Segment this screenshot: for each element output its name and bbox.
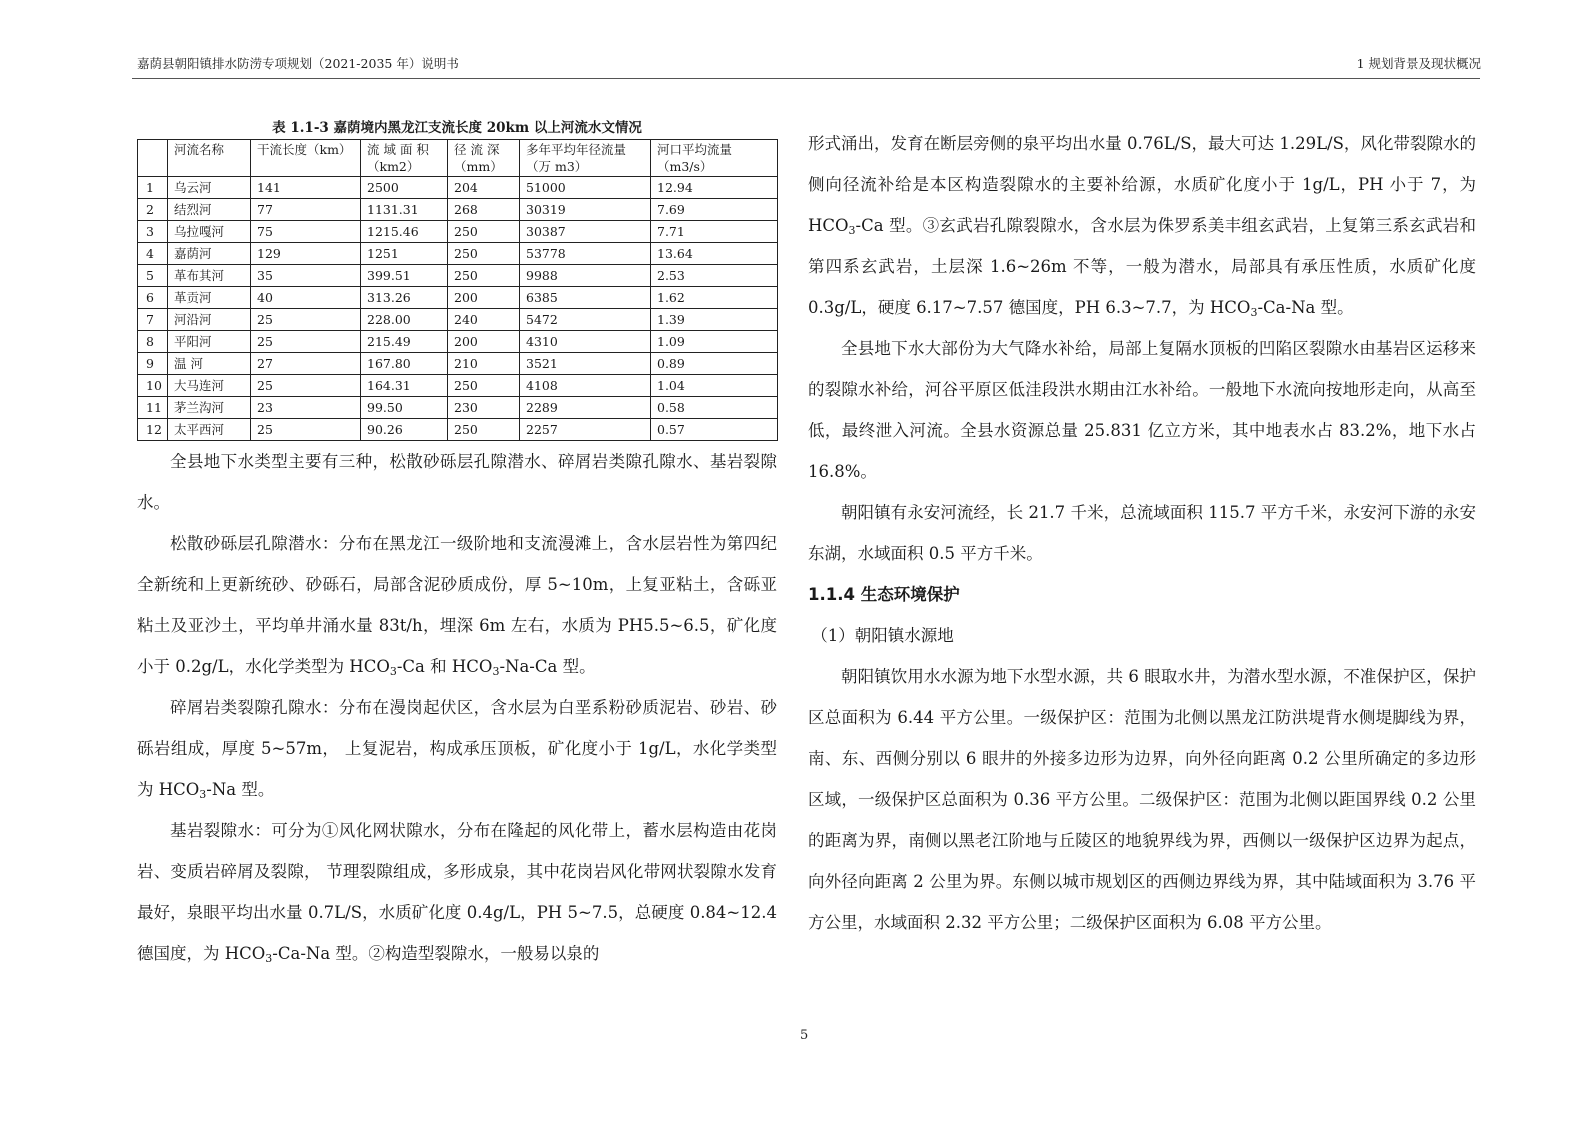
table-cell: 200 bbox=[448, 287, 520, 309]
table-cell: 27 bbox=[251, 353, 361, 375]
table-header-cell bbox=[520, 140, 651, 177]
table-cell: 204 bbox=[448, 177, 520, 199]
header-chapter-title: 1 规划背景及现状概况 bbox=[1356, 56, 1481, 71]
table-cell: 250 bbox=[448, 243, 520, 265]
table-row bbox=[138, 353, 778, 375]
table-cell: 4310 bbox=[520, 331, 651, 353]
table-cell: 12 bbox=[138, 419, 168, 441]
table-cell: 0.57 bbox=[651, 419, 778, 441]
table-cell: 399.51 bbox=[361, 265, 448, 287]
table-cell: 77 bbox=[251, 199, 361, 221]
table-cell: 8 bbox=[138, 331, 168, 353]
table-cell: 2.53 bbox=[651, 265, 778, 287]
table-cell: 129 bbox=[251, 243, 361, 265]
table-header-unit: （万 m3） bbox=[526, 159, 588, 174]
table-row bbox=[138, 419, 778, 441]
table-cell: 240 bbox=[448, 309, 520, 331]
paragraph-loose-gravel-aquifer: 松散砂砾层孔隙潜水：分布在黑龙江一级阶地和支流漫滩上，含水层岩性为第四纪全新统和上更新统砂、砂砾石，局部含泥砂质成份，厚 5~10m，上复亚粘土，含砾亚粘土及亚沙土，平均单井涌水量 83t/h，埋深 6m 左右，水质为 PH5.5~6.5，矿化度小于 0.2g/L，水化学类型为 $HCO_3-Ca$ 和 $HCO_3-Na-Ca$ 型。 bbox=[137, 534, 777, 678]
table-header-unit bbox=[257, 158, 354, 175]
table-cell: 3521 bbox=[520, 353, 651, 375]
table-cell: 25 bbox=[251, 309, 361, 331]
table-cell: 167.80 bbox=[361, 353, 448, 375]
right-column bbox=[808, 123, 1476, 943]
table-cell: 215.49 bbox=[361, 331, 448, 353]
table-row bbox=[138, 375, 778, 397]
table-cell: 太平西河 bbox=[168, 419, 251, 441]
table-row bbox=[138, 397, 778, 419]
header-document-title: 嘉荫县朝阳镇排水防涝专项规划（2021-2035 年）说明书 bbox=[137, 56, 459, 71]
table-cell: 6385 bbox=[520, 287, 651, 309]
table-cell: 53778 bbox=[520, 243, 651, 265]
table-header-line: 多年平均年径流量 bbox=[526, 142, 627, 157]
table-cell: 平阳河 bbox=[168, 331, 251, 353]
table-cell: 23 bbox=[251, 397, 361, 419]
table-cell: 30387 bbox=[520, 221, 651, 243]
table-cell: 164.31 bbox=[361, 375, 448, 397]
table-header-unit bbox=[144, 141, 161, 158]
paragraph-bedrock-fissure-water: 基岩裂隙水：可分为①风化网状隙水，分布在隆起的风化带上，蓄水层构造由花岗岩、变质岩碎屑及裂隙， 节理裂隙组成，多形成泉，其中花岗岩风化带网状裂隙水发育最好，泉眼平均出水量 0.7L/S，水质矿化度 0.4g/L，PH 5~7.5，总硬度 0.84~12.4 德国度，为 $HCO_3-Ca-Na$ 型。②构造型裂隙水，一般易以泉的 bbox=[137, 821, 777, 965]
table-cell: 结烈河 bbox=[168, 199, 251, 221]
left-column bbox=[137, 116, 777, 974]
header-rule bbox=[132, 78, 1480, 79]
table-cell: 75 bbox=[251, 221, 361, 243]
table-cell: 乌拉嘎河 bbox=[168, 221, 251, 243]
table-cell: 51000 bbox=[520, 177, 651, 199]
paragraph-clastic-rock-water: 碎屑岩类裂隙孔隙水：分布在漫岗起伏区，含水层为白垩系粉砂质泥岩、砂岩、砂砾岩组成，厚度 5~57m， 上复泥岩，构成承压顶板，矿化度小于 1g/L，水化学类型为 $HCO_3-Na$ 型。 bbox=[137, 698, 777, 801]
table-header-row bbox=[138, 140, 778, 177]
table-row bbox=[138, 287, 778, 309]
river-hydrology-table bbox=[137, 139, 778, 441]
paragraph-protection-zones: 朝阳镇饮用水水源为地下水型水源，共 6 眼取水井，为潜水型水源，不准保护区，保护区总面积为 6.44 平方公里。一级保护区：范围为北侧以黑龙江防洪堤背水侧堤脚线为界，南、东、西侧分别以 6 眼井的外接多边形为边界，向外径向距离 0.2 公里所确定的多边形区域，一级保护区总面积为 0.36 平方公里。二级保护区：范围为北侧以距国界线 0.2 公里的距离为界，南侧以黑老江阶地与丘陵区的地貌界线为界，西侧以一级保护区边界为起点，向外径向距离 2 公里为界。东侧以城市规划区的西侧边界线为界，其中陆域面积为 3.76 平方公里，水域面积 2.32 平方公里；二级保护区面积为 6.08 平方公里。 bbox=[808, 667, 1476, 932]
table-cell: 228.00 bbox=[361, 309, 448, 331]
table-cell: 25 bbox=[251, 375, 361, 397]
table-cell: 2289 bbox=[520, 397, 651, 419]
table-cell: 12.94 bbox=[651, 177, 778, 199]
table-cell: 革贡河 bbox=[168, 287, 251, 309]
table-cell: 250 bbox=[448, 221, 520, 243]
table-cell: 温 河 bbox=[168, 353, 251, 375]
table-cell: 90.26 bbox=[361, 419, 448, 441]
table-cell: 茅兰沟河 bbox=[168, 397, 251, 419]
table-row bbox=[138, 331, 778, 353]
table-row bbox=[138, 309, 778, 331]
paragraph-recharge-and-resources: 全县地下水大部份为大气降水补给，局部上复隔水顶板的凹陷区裂隙水由基岩区运移来的裂隙水补给，河谷平原区低洼段洪水期由江水补给。一般地下水流向按地形走向，从高至低，最终泄入河流。全县水资源总量 25.831 亿立方米，其中地表水占 83.2%，地下水占 16.8%。 bbox=[808, 339, 1476, 481]
table-cell: 268 bbox=[448, 199, 520, 221]
table-cell: 200 bbox=[448, 331, 520, 353]
table-row bbox=[138, 221, 778, 243]
table-cell: 25 bbox=[251, 419, 361, 441]
table-cell: 0.58 bbox=[651, 397, 778, 419]
table-header-line: 河流名称 bbox=[174, 142, 225, 157]
subsection-heading-water-source: （1）朝阳镇水源地 bbox=[811, 626, 954, 645]
table-cell: 210 bbox=[448, 353, 520, 375]
table-cell: 5472 bbox=[520, 309, 651, 331]
table-header-line: 河口平均流量 bbox=[657, 142, 733, 157]
table-cell: 1251 bbox=[361, 243, 448, 265]
table-header-cell bbox=[361, 140, 448, 177]
table-cell: 乌云河 bbox=[168, 177, 251, 199]
table-row bbox=[138, 177, 778, 199]
table-cell: 10 bbox=[138, 375, 168, 397]
table-title: 表 1.1-3 嘉荫境内黑龙江支流长度 20km 以上河流水文情况 bbox=[272, 120, 642, 136]
table-header-line: 径 流 深 bbox=[454, 142, 500, 157]
table-cell: 250 bbox=[448, 419, 520, 441]
table-cell: 1.09 bbox=[651, 331, 778, 353]
table-cell: 大马连河 bbox=[168, 375, 251, 397]
table-cell: 革布其河 bbox=[168, 265, 251, 287]
table-header-cell bbox=[168, 140, 251, 177]
table-cell: 2 bbox=[138, 199, 168, 221]
table-cell: 5 bbox=[138, 265, 168, 287]
section-heading-ecological-protection: 1.1.4 生态环境保护 bbox=[808, 585, 960, 604]
table-cell: 1215.46 bbox=[361, 221, 448, 243]
table-header-cell bbox=[138, 140, 168, 177]
table-cell: 1.39 bbox=[651, 309, 778, 331]
table-cell: 0.89 bbox=[651, 353, 778, 375]
table-cell: 4 bbox=[138, 243, 168, 265]
table-header-unit: （km2） bbox=[367, 159, 420, 174]
table-cell: 250 bbox=[448, 375, 520, 397]
table-header-unit: （m3/s） bbox=[657, 159, 713, 174]
table-cell: 25 bbox=[251, 331, 361, 353]
table-cell: 2257 bbox=[520, 419, 651, 441]
table-cell: 250 bbox=[448, 265, 520, 287]
table-cell: 30319 bbox=[520, 199, 651, 221]
table-row bbox=[138, 243, 778, 265]
table-cell: 2500 bbox=[361, 177, 448, 199]
table-cell: 40 bbox=[251, 287, 361, 309]
table-cell: 3 bbox=[138, 221, 168, 243]
table-cell: 1 bbox=[138, 177, 168, 199]
table-cell: 313.26 bbox=[361, 287, 448, 309]
paragraph-yongan-river: 朝阳镇有永安河流经，长 21.7 千米，总流域面积 115.7 平方千米，永安河下游的永安东湖，水域面积 0.5 平方千米。 bbox=[808, 503, 1476, 563]
table-cell: 1131.31 bbox=[361, 199, 448, 221]
table-cell: 230 bbox=[448, 397, 520, 419]
table-header-unit bbox=[174, 158, 244, 175]
table-cell: 13.64 bbox=[651, 243, 778, 265]
table-header-line: 流 域 面 积 bbox=[367, 142, 429, 157]
table-row bbox=[138, 199, 778, 221]
table-cell: 9988 bbox=[520, 265, 651, 287]
paragraph-groundwater-types: 全县地下水类型主要有三种，松散砂砾层孔隙潜水、碎屑岩类隙孔隙水、基岩裂隙水。 bbox=[137, 452, 777, 512]
table-cell: 35 bbox=[251, 265, 361, 287]
table-cell: 6 bbox=[138, 287, 168, 309]
page-number: 5 bbox=[800, 1028, 809, 1043]
table-header-cell bbox=[251, 140, 361, 177]
table-cell: 嘉荫河 bbox=[168, 243, 251, 265]
table-cell: 99.50 bbox=[361, 397, 448, 419]
table-cell: 11 bbox=[138, 397, 168, 419]
table-row bbox=[138, 265, 778, 287]
table-cell: 141 bbox=[251, 177, 361, 199]
table-cell: 7 bbox=[138, 309, 168, 331]
table-header-cell bbox=[651, 140, 778, 177]
table-cell: 7.69 bbox=[651, 199, 778, 221]
table-body bbox=[138, 177, 778, 441]
paragraph-structural-fissure-water: 形式涌出，发育在断层旁侧的泉平均出水量 0.76L/S，最大可达 1.29L/S，风化带裂隙水的侧向径流补给是本区构造裂隙水的主要补给源，水质矿化度小于 1g/L，PH 小于 7，为 $HCO_3-Ca$ 型。③玄武岩孔隙裂隙水，含水层为侏罗系美丰组玄武岩，上复第三系玄武岩和第四系玄武岩，土层深 1.6~26m 不等，一般为潜水，局部具有承压性质，水质矿化度 0.3g/L，硬度 6.17~7.57 德国度，PH 6.3~7.7，为 $HCO_3-Ca-Na$ 型。 bbox=[808, 134, 1476, 319]
table-header-unit: （mm） bbox=[454, 159, 503, 174]
table-cell: 4108 bbox=[520, 375, 651, 397]
table-cell: 河沿河 bbox=[168, 309, 251, 331]
table-cell: 1.04 bbox=[651, 375, 778, 397]
table-cell: 7.71 bbox=[651, 221, 778, 243]
table-cell: 1.62 bbox=[651, 287, 778, 309]
table-header-line: 干流长度（km） bbox=[257, 142, 352, 157]
table-cell: 9 bbox=[138, 353, 168, 375]
table-header-cell bbox=[448, 140, 520, 177]
